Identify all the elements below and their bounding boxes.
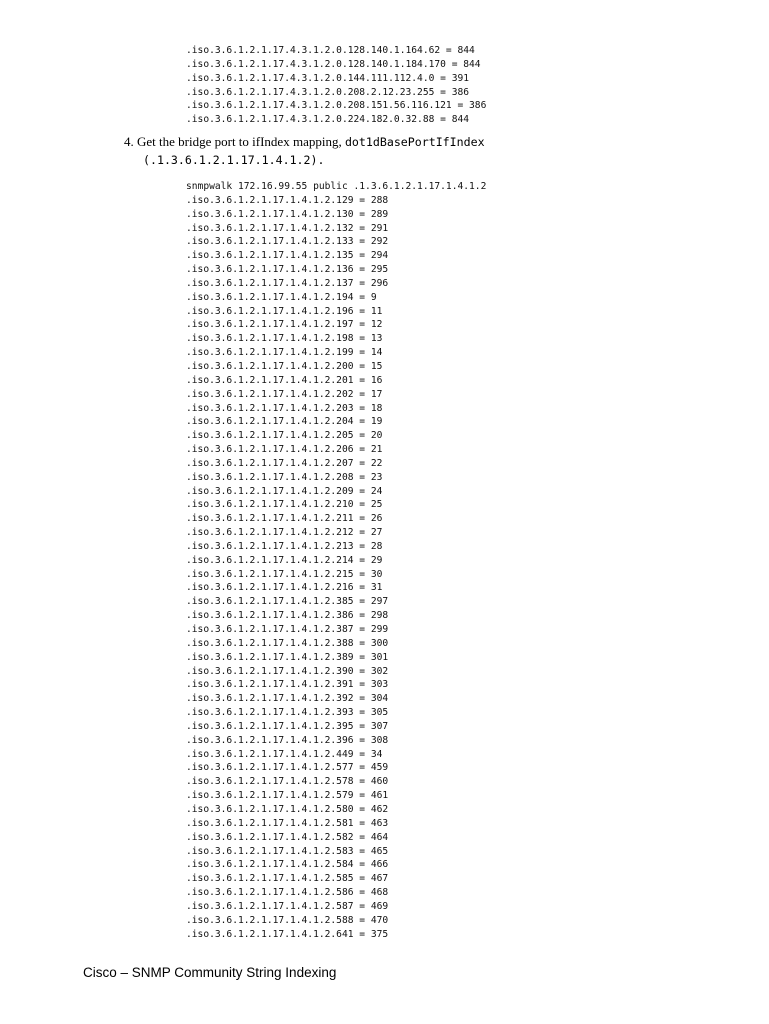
output-line: .iso.3.6.1.2.1.17.1.4.1.2.385 = 297 bbox=[186, 596, 389, 608]
output-line: .iso.3.6.1.2.1.17.1.4.1.2.208 = 23 bbox=[186, 471, 383, 483]
output-line: .iso.3.6.1.2.1.17.1.4.1.2.395 = 307 bbox=[186, 720, 389, 732]
mib-object-name: dot1dBasePortIfIndex bbox=[344, 135, 485, 149]
output-line: .iso.3.6.1.2.1.17.1.4.1.2.207 = 22 bbox=[186, 457, 383, 469]
output-line: .iso.3.6.1.2.1.17.1.4.1.2.582 = 464 bbox=[186, 831, 389, 843]
output-line: .iso.3.6.1.2.1.17.1.4.1.2.204 = 19 bbox=[186, 416, 383, 428]
output-line: .iso.3.6.1.2.1.17.1.4.1.2.206 = 21 bbox=[186, 444, 383, 456]
page-footer: Cisco – SNMP Community String Indexing bbox=[83, 965, 337, 980]
output-line: .iso.3.6.1.2.1.17.1.4.1.2.578 = 460 bbox=[186, 776, 389, 788]
output-line: .iso.3.6.1.2.1.17.4.3.1.2.0.208.2.12.23.255 = 386 bbox=[186, 86, 470, 98]
output-line: .iso.3.6.1.2.1.17.1.4.1.2.212 = 27 bbox=[186, 527, 383, 539]
output-line: .iso.3.6.1.2.1.17.1.4.1.2.130 = 289 bbox=[186, 208, 389, 220]
step-number: 4. bbox=[124, 134, 134, 149]
step-text: Get the bridge port to ifIndex mapping, bbox=[137, 134, 342, 149]
output-line: .iso.3.6.1.2.1.17.1.4.1.2.449 = 34 bbox=[186, 748, 383, 760]
output-line: .iso.3.6.1.2.1.17.1.4.1.2.211 = 26 bbox=[186, 513, 383, 525]
output-line: .iso.3.6.1.2.1.17.1.4.1.2.133 = 292 bbox=[186, 236, 389, 248]
output-line: .iso.3.6.1.2.1.17.1.4.1.2.392 = 304 bbox=[186, 693, 389, 705]
output-line: .iso.3.6.1.2.1.17.1.4.1.2.196 = 11 bbox=[186, 305, 383, 317]
output-line: .iso.3.6.1.2.1.17.1.4.1.2.389 = 301 bbox=[186, 651, 389, 663]
output-line: .iso.3.6.1.2.1.17.1.4.1.2.213 = 28 bbox=[186, 540, 383, 552]
snmpwalk-output bbox=[186, 180, 486, 941]
output-line: .iso.3.6.1.2.1.17.1.4.1.2.215 = 30 bbox=[186, 568, 383, 580]
output-line: .iso.3.6.1.2.1.17.1.4.1.2.390 = 302 bbox=[186, 665, 389, 677]
output-line: .iso.3.6.1.2.1.17.1.4.1.2.200 = 15 bbox=[186, 360, 383, 372]
output-line: .iso.3.6.1.2.1.17.1.4.1.2.577 = 459 bbox=[186, 762, 389, 774]
output-line: .iso.3.6.1.2.1.17.1.4.1.2.136 = 295 bbox=[186, 264, 389, 276]
step-4-instruction bbox=[124, 133, 485, 169]
output-line: .iso.3.6.1.2.1.17.1.4.1.2.586 = 468 bbox=[186, 887, 389, 899]
output-line: .iso.3.6.1.2.1.17.4.3.1.2.0.144.111.112.4.0 = 391 bbox=[186, 72, 470, 84]
output-line: .iso.3.6.1.2.1.17.1.4.1.2.205 = 20 bbox=[186, 430, 383, 442]
output-line: .iso.3.6.1.2.1.17.1.4.1.2.580 = 462 bbox=[186, 803, 389, 815]
output-line: .iso.3.6.1.2.1.17.1.4.1.2.135 = 294 bbox=[186, 250, 389, 262]
output-line: .iso.3.6.1.2.1.17.1.4.1.2.396 = 308 bbox=[186, 734, 389, 746]
output-line: .iso.3.6.1.2.1.17.1.4.1.2.216 = 31 bbox=[186, 582, 383, 594]
output-line: .iso.3.6.1.2.1.17.1.4.1.2.583 = 465 bbox=[186, 845, 389, 857]
output-line: .iso.3.6.1.2.1.17.1.4.1.2.209 = 24 bbox=[186, 485, 383, 497]
output-line: .iso.3.6.1.2.1.17.1.4.1.2.202 = 17 bbox=[186, 388, 383, 400]
output-line: .iso.3.6.1.2.1.17.1.4.1.2.210 = 25 bbox=[186, 499, 383, 511]
output-line: .iso.3.6.1.2.1.17.1.4.1.2.388 = 300 bbox=[186, 637, 389, 649]
output-line: .iso.3.6.1.2.1.17.4.3.1.2.0.128.140.1.184.170 = 844 bbox=[186, 58, 481, 70]
mib-object-oid: (.1.3.6.1.2.1.17.1.4.1.2). bbox=[143, 153, 325, 167]
output-line: .iso.3.6.1.2.1.17.1.4.1.2.386 = 298 bbox=[186, 610, 389, 622]
output-line: .iso.3.6.1.2.1.17.4.3.1.2.0.128.140.1.164.62 = 844 bbox=[186, 45, 475, 56]
output-line: .iso.3.6.1.2.1.17.1.4.1.2.585 = 467 bbox=[186, 873, 389, 885]
output-line: .iso.3.6.1.2.1.17.1.4.1.2.197 = 12 bbox=[186, 319, 383, 331]
output-line: .iso.3.6.1.2.1.17.1.4.1.2.198 = 13 bbox=[186, 333, 383, 345]
output-line: .iso.3.6.1.2.1.17.1.4.1.2.391 = 303 bbox=[186, 679, 389, 691]
output-line: .iso.3.6.1.2.1.17.1.4.1.2.587 = 469 bbox=[186, 900, 389, 912]
output-line: .iso.3.6.1.2.1.17.1.4.1.2.393 = 305 bbox=[186, 707, 389, 719]
output-line: .iso.3.6.1.2.1.17.1.4.1.2.194 = 9 bbox=[186, 291, 377, 303]
output-line: .iso.3.6.1.2.1.17.4.3.1.2.0.208.151.56.116.121 = 386 bbox=[186, 100, 487, 112]
snmpwalk-command: snmpwalk 172.16.99.55 public .1.3.6.1.2.1.17.1.4.1.2 bbox=[186, 181, 487, 192]
output-line: .iso.3.6.1.2.1.17.1.4.1.2.387 = 299 bbox=[186, 624, 389, 635]
output-line: .iso.3.6.1.2.1.17.1.4.1.2.129 = 288 bbox=[186, 194, 389, 206]
output-line: .iso.3.6.1.2.1.17.1.4.1.2.137 = 296 bbox=[186, 277, 389, 289]
output-line: .iso.3.6.1.2.1.17.4.3.1.2.0.224.182.0.32.88 = 844 bbox=[186, 114, 470, 126]
mac-port-table-output bbox=[186, 44, 486, 127]
output-line: .iso.3.6.1.2.1.17.1.4.1.2.584 = 466 bbox=[186, 859, 389, 871]
output-line: .iso.3.6.1.2.1.17.1.4.1.2.214 = 29 bbox=[186, 554, 383, 566]
output-line: .iso.3.6.1.2.1.17.1.4.1.2.588 = 470 bbox=[186, 914, 389, 926]
output-line: .iso.3.6.1.2.1.17.1.4.1.2.581 = 463 bbox=[186, 817, 389, 829]
output-line: .iso.3.6.1.2.1.17.1.4.1.2.201 = 16 bbox=[186, 374, 383, 386]
output-line: .iso.3.6.1.2.1.17.1.4.1.2.199 = 14 bbox=[186, 347, 383, 359]
output-line: .iso.3.6.1.2.1.17.1.4.1.2.203 = 18 bbox=[186, 402, 383, 414]
output-line: .iso.3.6.1.2.1.17.1.4.1.2.132 = 291 bbox=[186, 222, 389, 234]
output-line: .iso.3.6.1.2.1.17.1.4.1.2.579 = 461 bbox=[186, 790, 389, 802]
output-line: .iso.3.6.1.2.1.17.1.4.1.2.641 = 375 bbox=[186, 928, 389, 940]
